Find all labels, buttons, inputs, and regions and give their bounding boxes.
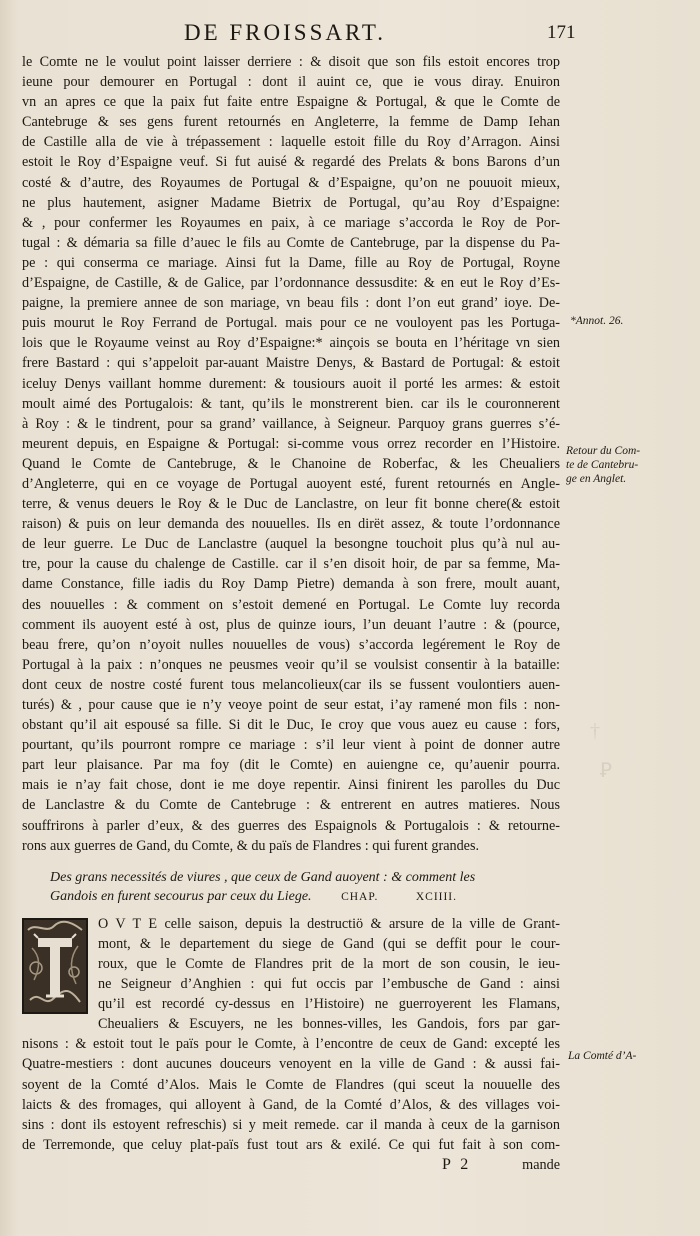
margin-note-retour-line-3: ge en Anglet.	[566, 473, 627, 485]
paragraph-2-indented-lines	[22, 914, 560, 1035]
text-line: dont ceux de nostre costé furent tous melancolieux(car ils se fussent voulontiers auen-	[22, 676, 560, 693]
text-line: de Terremonde, que celuy plat-païs fust tout ars & exilé. Ce qui fut fait à son com-	[22, 1136, 560, 1153]
text-line: pe : qui conserma ce mariage. Ainsi fut la Dame, fille au Roy de Portugal, Royne	[22, 254, 560, 271]
text-line: pourtant, qu’ils pourront rompre ce mariage : s’il leur vient à point de donner autre	[22, 737, 560, 754]
margin-note-retour	[566, 444, 640, 486]
text-line: paigne, la premiere annee de son mariage, vn beau fils : dont l’on eut grand’ ioye. De-	[22, 295, 560, 312]
show-through-mark-2: Ꝑ	[600, 760, 613, 782]
chapter-number: XCIIII.	[415, 890, 458, 903]
text-line: mont, & le departement du siege de Gand (qui se deffit pour le cour-	[98, 935, 560, 952]
text-line: rons aux guerres de Gand, du Comte, & du païs de Flandres : qui furent grandes.	[22, 837, 480, 854]
text-line: beau frere, qu’on n’oyoit nulles nouuelles de vous) s’accorda legérement le Roy de	[22, 636, 560, 653]
text-line: obstant qu’il ait espousé sa fille. Si dit le Duc, Ie croy que vous auez eu cause : fors,	[22, 717, 560, 734]
chapter-heading-line-1: Des grans necessités de viures , que ceux de Gand auoyent : & comment les	[50, 869, 476, 885]
text-line: ieune pour demourer en Portugal : dont il auint ce, que ie vous diray. Enuiron	[22, 74, 560, 91]
text-line: de leur guerre. Le Duc de Lanclastre (auquel la besongne touchoit plus qu’à nul au-	[22, 536, 560, 553]
text-line: de Lanclastre & du Comte de Cantebruge : & entrerent en autres matieres. Nous	[22, 797, 560, 814]
text-line: Cheualiers & Escuyers, ne les bonnes-villes, les Gandois, fors par gar-	[98, 1016, 560, 1033]
text-line: turés) & , pour cause que ie n’y veoye point de seur estat, i’ay ramené mon fils : non-	[22, 697, 560, 713]
text-line: nisons : & estoit tout le païs pour le Comte, à l’encontre de ceux de Gand: excepté les	[22, 1036, 560, 1053]
text-line: Quand le Comte de Cantebruge, & le Chanoine de Roberfac, & les Cheualiers	[22, 455, 560, 472]
text-line: terre, & venus deuers le Roy & le Duc de Lanclastre, on leur fit bonne chere(& estoit	[22, 496, 560, 513]
text-line: souffrirons à parler d’eux, & des guerres des Espaignols & Portugalois : & retourne-	[22, 817, 560, 834]
catchword: mande	[522, 1156, 560, 1173]
chapter-heading-line-2-text: Gandois en furent secourus par ceux du Liege.	[50, 888, 312, 904]
text-line: soyent de la Comté d’Alos. Mais le Comte de Flandres (qui sceut la nouuelle des	[22, 1076, 560, 1093]
text-line: de Castille alla de vie à trépassement : laquelle estoit fille du Roy d’Arragon. Ainsi	[22, 134, 560, 151]
text-line: tugal : & démaria sa fille d’auec le fils au Comte de Cantebruge, par la dispense du Pa-	[22, 234, 560, 251]
text-line: Quatre-mestiers : dont aucunes douceurs venoyent en la ville de Gand : & aussi fai-	[22, 1056, 560, 1073]
main-text-block	[22, 52, 560, 1175]
chapter-heading-line-2	[22, 887, 560, 906]
chapter-label: CHAP.	[341, 890, 379, 903]
signature-mark: P 2	[442, 1155, 472, 1173]
show-through-mark: †	[590, 720, 600, 742]
text-line: Cantebruge & ses gens furent retournés en Angleterre, la femme de Damp Iehan	[22, 114, 560, 131]
text-line: costé & d’autre, des Royaumes de Portugal & d’Espaigne, qu’on ne pouuoit mieux,	[22, 174, 560, 191]
text-line: iceluy Denys vaillant homme durement: & tousiours auoit il porté les armes: & estoit	[22, 375, 560, 392]
paragraph-2-full-lines	[22, 1034, 560, 1155]
paragraph-2	[22, 914, 560, 1175]
text-line: puis mourut le Roy Ferrand de Portugal. mais pour ce ne vouloyent pas les Portuga-	[22, 315, 560, 332]
text-line: tre, pour la cause du chalenge de Castille. car il s’en disoit hoir, de par sa femme, Ma-	[22, 556, 560, 573]
text-line: sins : dont ils estoyent refreschis) si y meit remede. car il manda à ceux de la garnison	[22, 1116, 560, 1133]
margin-note-annotation: *Annot. 26.	[570, 315, 624, 327]
text-line: & , pour confermer les Royaumes en paix, à ce mariage s’accorda le Roy de Por-	[22, 214, 560, 231]
margin-note-retour-line-1: Retour du Com-	[566, 445, 641, 457]
text-line: meurent depuis, en Espaigne & Portugal: si-comme vous orrez recorder en l’Histoire.	[22, 435, 560, 452]
margin-note-retour-line-2: te de Cantebru-	[566, 459, 639, 471]
text-line: raison) & puis on leur demanda des nouuelles. Ils en dirët assez, & toute l’ordonnance	[22, 516, 560, 533]
chapter-heading	[22, 868, 560, 906]
text-line: dame Constance, fille iadis du Roy Damp Pietre) demanda à son frere, moult auant,	[22, 576, 560, 593]
text-line: le Comte ne le voulut point laisser derriere : & disoit que son fils estoit encores trop	[22, 54, 560, 70]
text-line: Portugal à la paix : n’onques ne peusmes veoir qu’il se voulsist consentir à la bataille:	[22, 656, 560, 673]
text-line: à Roy : & le tindrent, pour sa grand’ vaillance, à Seigneur. Parquoy grans guerres s’é-	[22, 415, 560, 432]
running-head: DE FROISSART.	[183, 20, 387, 45]
page-number: 171	[547, 22, 576, 43]
margin-note-comte-alos: La Comté d’A-	[568, 1050, 637, 1062]
text-line: laicts & des fromages, qui alloyent à Gand, de la Comté d’Alos, & des villages voi-	[22, 1096, 560, 1113]
text-line: part leur plaisance. Par ma foy (dit le Comte) en auiengne ce, qu’auenir pourra.	[22, 757, 560, 774]
text-line: ne plus hautement, asigner Madame Bietrix de Portugal, qu’au Roy d’Espaigne:	[22, 194, 560, 211]
text-line: d’Espaigne, de Castille, & de Galice, par l’ordonnance dessusdite: & en eut le Roy d’Es-	[22, 275, 560, 292]
decorated-initial-t-icon	[22, 918, 88, 1014]
text-line: O V T E celle saison, depuis la destructiö & arsure de la ville de Grant-	[98, 915, 560, 932]
text-line: ne Seigneur d’Anghien : qui fut occis par l’embusche de Gand : ainsi	[98, 976, 560, 993]
text-line: lois que le Royaume veinst au Roy d’Espaigne:* ainçois se bouta en l’héritage vn sien	[22, 335, 560, 352]
text-line: qu’il est recordé cy-dessus en l’Histoire) ne guerroyerent les Flamans,	[98, 996, 560, 1013]
text-line: roux, que le Comte de Flandres prit de la mort de son cousin, le ieu-	[98, 955, 560, 972]
text-line: estoit le Roy d’Espaigne veuf. Si fut auisé & regardé des Prelats & bons Barons d’un	[22, 154, 560, 171]
text-line: comment ils auoyent esté à ost, plus de quinze iours, l’un deuant l’autre : & (pource,	[22, 616, 560, 633]
text-line: frere Bastard : qui s’appeloit par-auant Maistre Denys, & Bastard de Portugal: & estoit	[22, 355, 560, 372]
page-footer	[22, 1155, 560, 1175]
paragraph-1	[22, 52, 560, 856]
text-line: vn an apres ce que la paix fut faite entre Espaigne & Portugal, & que le Comte de	[22, 94, 560, 111]
text-line: mais ie n’ay fait chose, dont ie me doye repentir. Ainsi finirent les parolles du Duc	[22, 777, 560, 794]
text-line: des nouuelles : & comment on s’estoit demené en Portugal. Le Comte luy recorda	[22, 596, 560, 613]
text-line: d’Angleterre, qui en ce voyage de Portugal auoyent esté, furent retournés en Angle-	[22, 475, 560, 492]
text-line: moult aimé des Portugalois: & tant, qu’ils le monstrerent bien. car ils le couronnerent	[22, 395, 560, 412]
